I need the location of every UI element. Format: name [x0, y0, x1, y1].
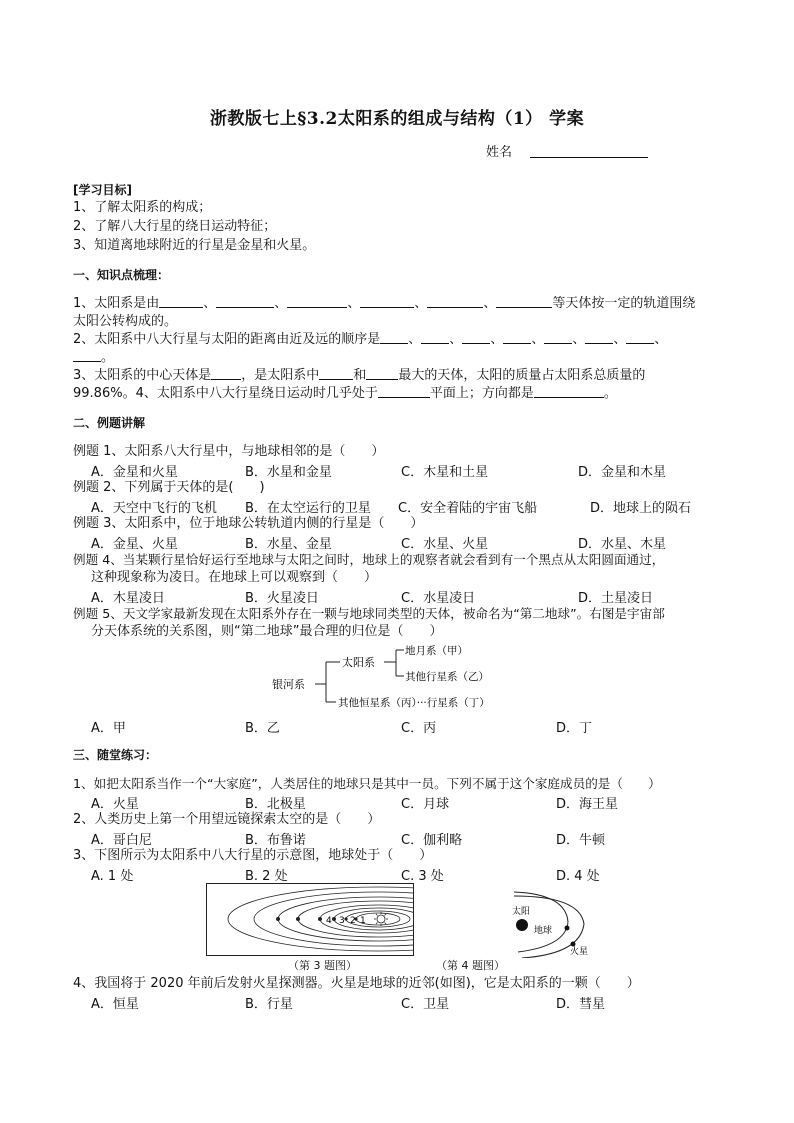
diagram-other-planets: 其他行星系（乙） — [405, 671, 489, 683]
practice-3-question: 3、下图所示为太阳系中八大行星的示意图，地球处于（ ） — [73, 848, 433, 863]
name-input-line[interactable] — [530, 157, 648, 158]
example-2-option-a[interactable]: A．天空中飞行的飞机 — [91, 501, 217, 516]
objectives-heading: [学习目标] — [73, 183, 132, 197]
fig4-mars-label: 火星 — [570, 947, 589, 957]
section1-heading: 一、知识点梳理： — [73, 268, 170, 282]
example-4-option-c[interactable]: C．水星凌日 — [401, 591, 476, 606]
section2-heading: 二、例题讲解 — [73, 416, 146, 430]
example-3-option-a[interactable]: A．金星、火星 — [91, 537, 178, 552]
example-5-question-cont: 分天体系统的关系图，则“第二地球”最合理的归位是（ ） — [91, 624, 443, 639]
orbit-label-4: 4 — [326, 916, 332, 926]
blank[interactable] — [534, 385, 604, 398]
knowledge-q2-cont: 。 — [73, 349, 114, 367]
example-3-option-b[interactable]: B．水星、金星 — [245, 537, 332, 552]
practice-4-option-a[interactable]: A．恒星 — [91, 997, 139, 1012]
example-1-option-b[interactable]: B．水星和金星 — [245, 465, 332, 480]
practice-2-option-b[interactable]: B．布鲁诺 — [245, 833, 306, 848]
example-3-option-c[interactable]: C．水星、火星 — [401, 537, 489, 552]
blank[interactable] — [73, 349, 101, 362]
practice-3-option-b[interactable]: B. 2 处 — [245, 869, 288, 884]
blank[interactable] — [503, 331, 531, 344]
practice-3-option-d[interactable]: D. 4 处 — [556, 869, 600, 884]
example-1-question: 例题 1、太阳系八大行星中，与地球相邻的是（ ） — [73, 444, 385, 459]
figure-4-caption: （第 4 题图） — [436, 959, 505, 972]
blank[interactable] — [378, 385, 430, 398]
practice-3-option-c[interactable]: C. 3 处 — [401, 869, 444, 884]
blank[interactable] — [462, 331, 490, 344]
blank[interactable] — [421, 331, 449, 344]
practice-2-option-d[interactable]: D．牛顿 — [556, 833, 606, 848]
example-3-question: 例题 3、太阳系中，位于地球公转轨道内侧的行星是（ ） — [73, 516, 424, 531]
example-2-option-c[interactable]: C．安全着陆的宇宙飞船 — [398, 501, 538, 516]
blank[interactable] — [496, 295, 552, 308]
blank[interactable] — [287, 295, 347, 308]
practice-2-option-c[interactable]: C．伽利略 — [401, 833, 463, 848]
sun-earth-mars-figure — [508, 888, 598, 958]
practice-4-option-b[interactable]: B．行星 — [245, 997, 293, 1012]
example-5-option-c[interactable]: C．丙 — [401, 721, 437, 736]
example-4-option-b[interactable]: B．火星凌日 — [245, 591, 319, 606]
figure-3-caption: （第 3 题图） — [288, 959, 357, 972]
planet-orbits-figure — [206, 883, 414, 957]
example-3-option-d[interactable]: D．水星、木星 — [578, 537, 667, 552]
blank[interactable] — [216, 295, 274, 308]
blank[interactable] — [544, 331, 572, 344]
diagram-solar-system: 太阳系 — [342, 656, 375, 669]
galaxy-hierarchy-diagram — [270, 640, 540, 710]
example-2-question: 例题 2、下列属于天体的是( ) — [73, 480, 265, 495]
section3-heading: 三、随堂练习： — [73, 748, 158, 762]
knowledge-q2: 2、太阳系中八大行星与太阳的距离由近及远的顺序是 、 、 、 、 、 、 、 — [73, 332, 668, 347]
earth-dot — [565, 926, 570, 931]
objective-2: 2、了解八大行星的绕日运动特征； — [73, 219, 277, 234]
example-1-option-c[interactable]: C．木星和土星 — [401, 465, 489, 480]
blank[interactable] — [319, 367, 353, 380]
blank[interactable] — [380, 331, 408, 344]
sun-dot — [516, 919, 528, 931]
diagram-earth-moon: 地月系（甲） — [405, 645, 468, 657]
name-label: 姓名 — [486, 145, 513, 160]
example-1-option-a[interactable]: A．金星和火星 — [91, 465, 178, 480]
diagram-other-stars: 其他恒星系（丙）···行星系（丁） — [338, 697, 490, 709]
example-5-option-b[interactable]: B．乙 — [245, 721, 280, 736]
practice-4-question: 4、我国将于 2020 年前后发射火星探测器。火星是地球的近邻(如图)，它是太阳系的一颗（ ） — [73, 976, 640, 991]
practice-1-question: 1、如把太阳系当作一个“大家庭”，人类居住的地球只是其中一员。下列不属于这个家庭成员的是（ ） — [73, 776, 661, 791]
practice-2-option-a[interactable]: A．哥白尼 — [91, 833, 152, 848]
practice-2-question: 2、人类历史上第一个用望远镜探索太空的是（ ） — [73, 812, 381, 827]
objective-3: 3、知道离地球附近的行星是金星和火星。 — [73, 238, 316, 253]
example-4-question-cont: 这种现象称为凌日。在地球上可以观察到（ ） — [91, 570, 378, 585]
page-title: 浙教版七上§3.2太阳系的组成与结构（1） 学案 — [209, 109, 585, 129]
example-5-option-a[interactable]: A．甲 — [91, 721, 126, 736]
example-4-option-a[interactable]: A．木星凌日 — [91, 591, 165, 606]
practice-1-option-c[interactable]: C．月球 — [401, 797, 450, 812]
blank[interactable] — [427, 295, 483, 308]
orbit-label-2: 2 — [350, 916, 356, 926]
knowledge-q1-cont: 太阳公转构成的。 — [73, 314, 178, 329]
fig4-earth-label: 地球 — [534, 926, 553, 936]
practice-4-option-c[interactable]: C．卫星 — [401, 997, 450, 1012]
orbit-label-3: 3 — [339, 916, 345, 926]
knowledge-q4: 99.86%。4、太阳系中八大行星绕日运动时几乎处于 平面上；方向都是 。 — [73, 386, 617, 401]
knowledge-q1: 1、太阳系是由 、 、 、 、 、 等天体按一定的轨道围绕 — [73, 296, 696, 311]
example-2-option-d[interactable]: D．地球上的陨石 — [590, 501, 692, 516]
practice-4-option-d[interactable]: D．彗星 — [556, 997, 606, 1012]
practice-1-option-a[interactable]: A．火星 — [91, 797, 139, 812]
practice-1-option-d[interactable]: D．海王星 — [556, 797, 619, 812]
objective-1: 1、了解太阳系的构成； — [73, 200, 212, 215]
orbit-label-1: 1 — [360, 916, 366, 926]
fig4-sun-label: 太阳 — [512, 907, 531, 917]
blank[interactable] — [366, 367, 398, 380]
mars-dot — [571, 942, 576, 947]
name-field — [486, 141, 648, 160]
example-2-option-b[interactable]: B．在太空运行的卫星 — [245, 501, 371, 516]
blank[interactable] — [626, 331, 654, 344]
knowledge-q3: 3、太阳系的中心天体是 ，是太阳系中 和 最大的天体，太阳的质量占太阳系总质量的 — [73, 368, 646, 383]
example-1-option-d[interactable]: D．金星和木星 — [578, 465, 667, 480]
diagram-galaxy: 银河系 — [272, 678, 305, 691]
example-4-option-d[interactable]: D．土星凌日 — [578, 591, 654, 606]
example-5-question: 例题 5、天文学家最新发现在太阳系外存在一颗与地球同类型的天体，被命名为“第二地球”。右图是宇宙部 — [73, 606, 665, 621]
blank[interactable] — [159, 295, 203, 308]
blank[interactable] — [360, 295, 414, 308]
practice-1-option-b[interactable]: B．北极星 — [245, 797, 306, 812]
practice-3-option-a[interactable]: A. 1 处 — [91, 869, 134, 884]
blank[interactable] — [585, 331, 613, 344]
example-5-option-d[interactable]: D．丁 — [556, 721, 593, 736]
blank[interactable] — [211, 367, 241, 380]
example-4-question: 例题 4、当某颗行星恰好运行至地球与太阳之间时，地球上的观察者就会看到有一个黑点从太阳圆面通过， — [73, 552, 665, 567]
